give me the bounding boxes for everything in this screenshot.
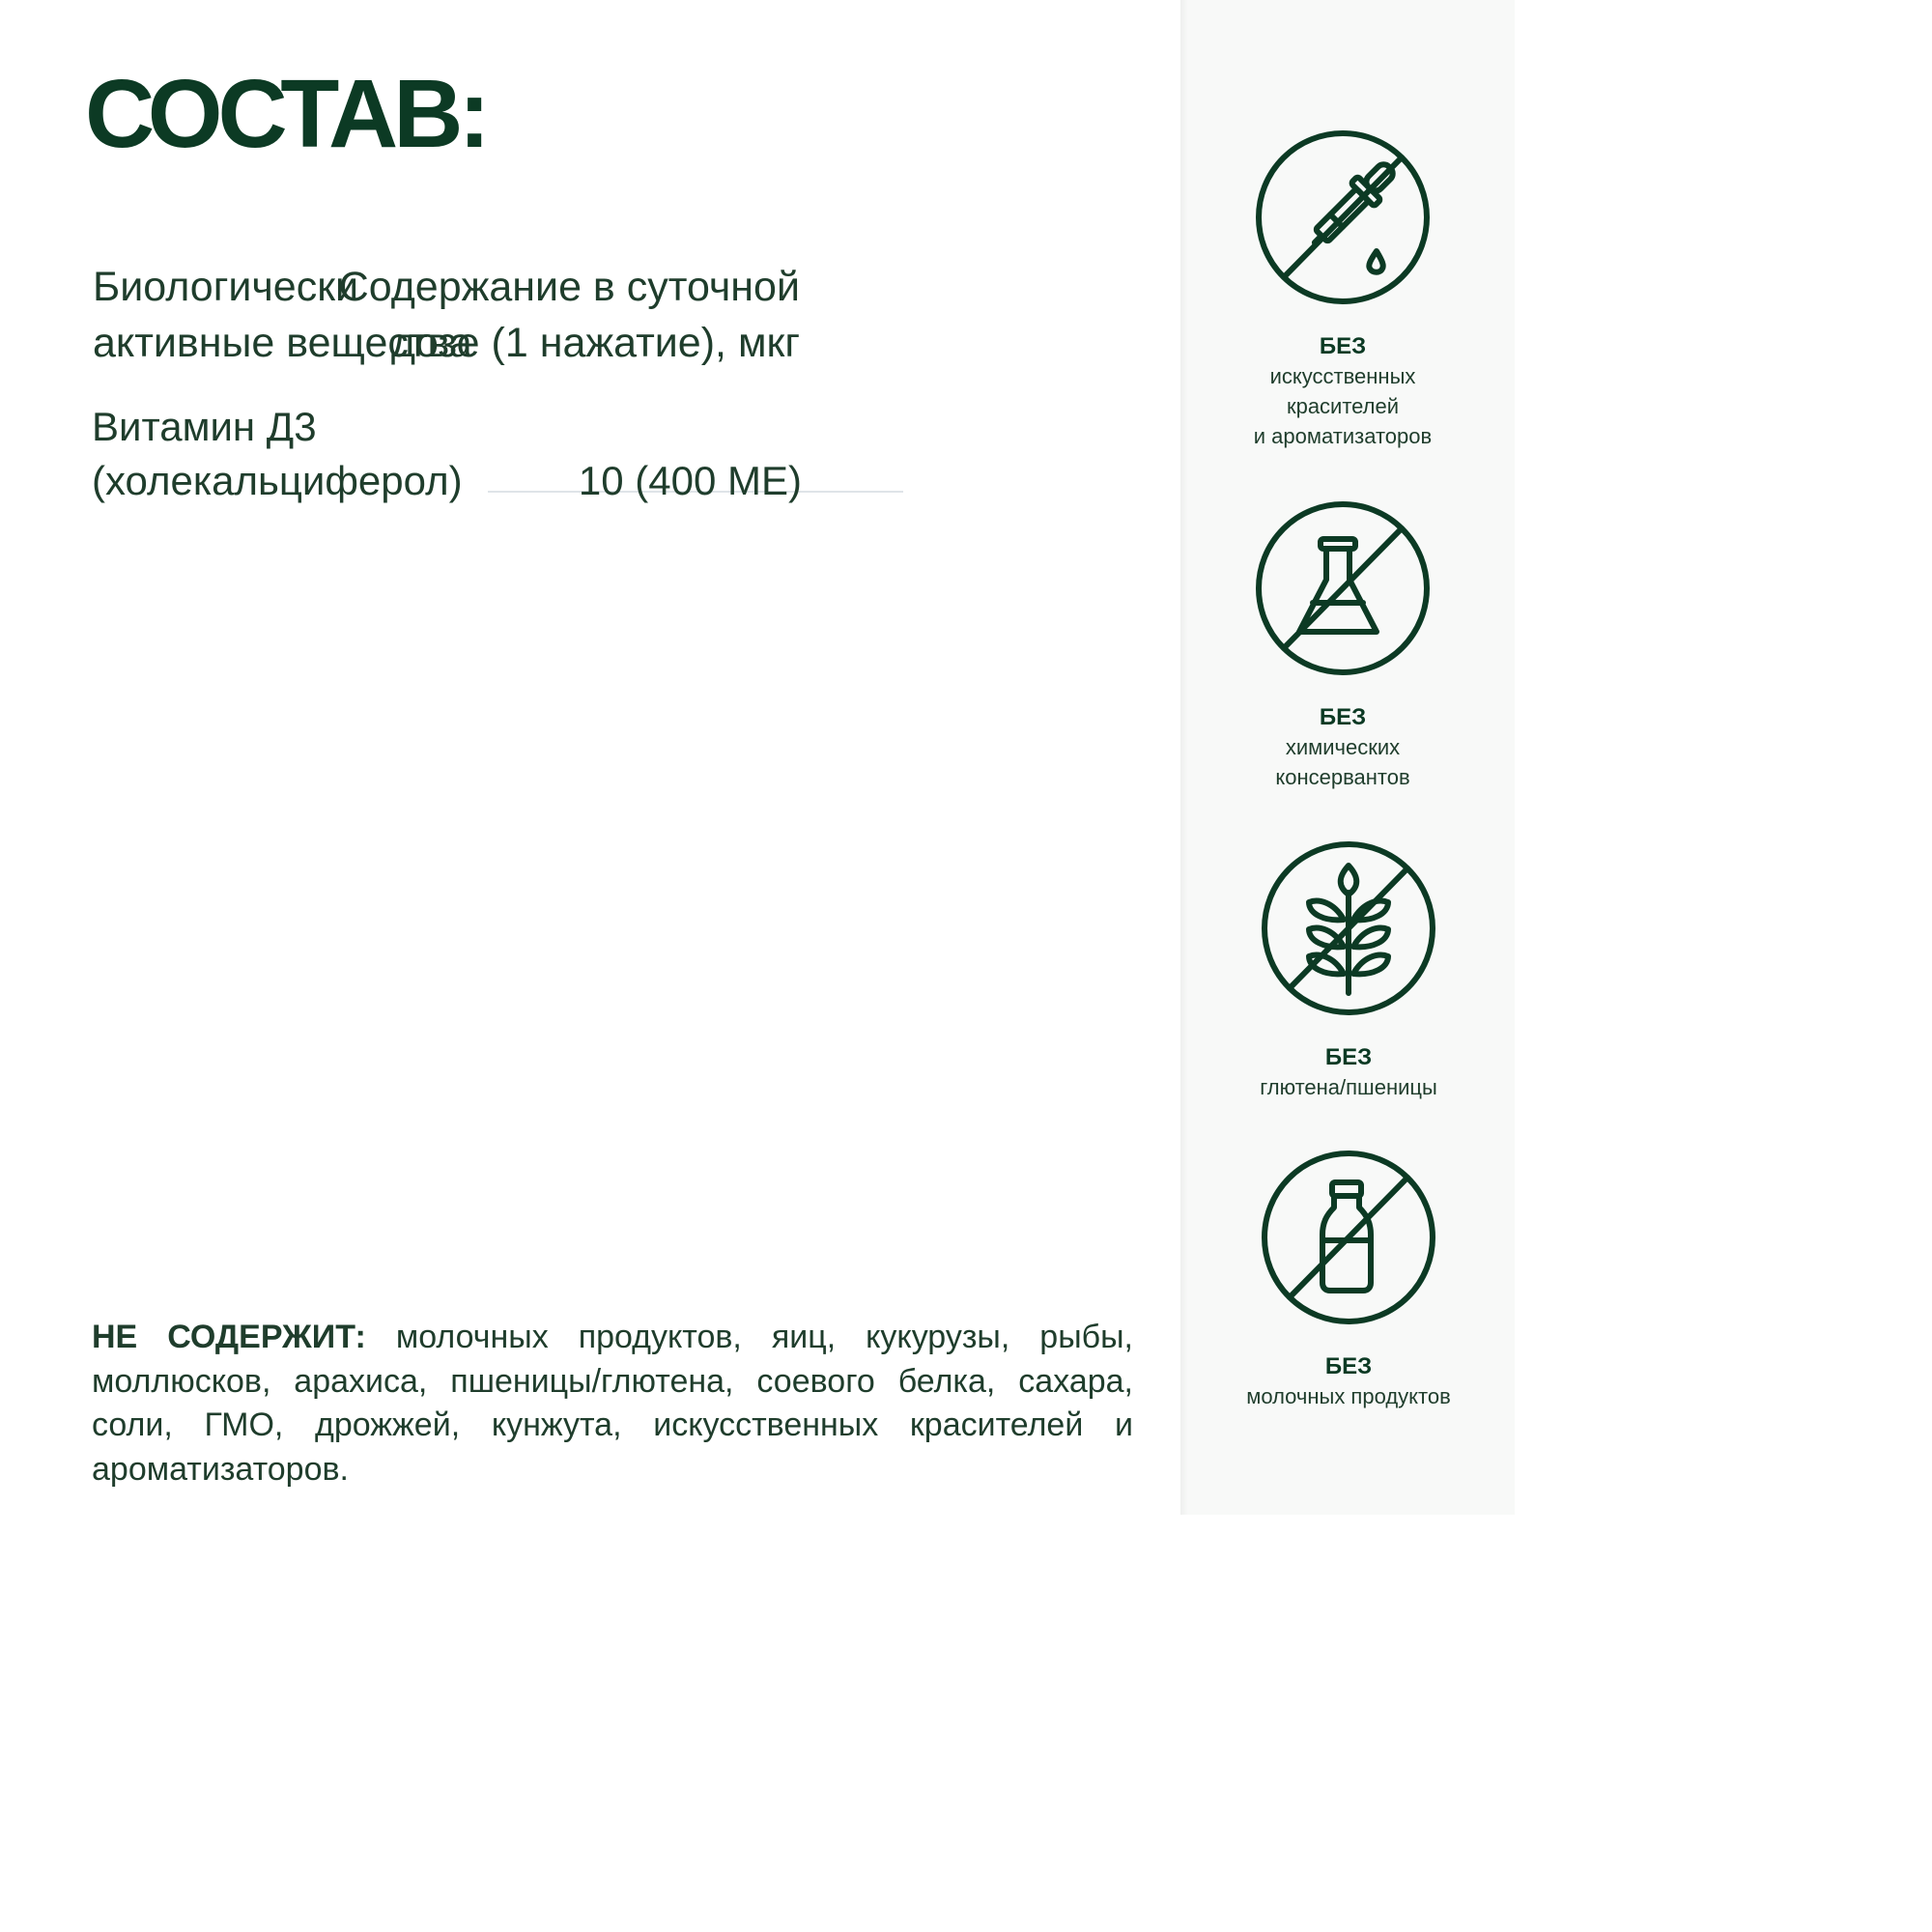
badge-title: БЕЗ [1319, 333, 1367, 359]
badge-text-line: глютена/пшеницы [1260, 1075, 1437, 1099]
badge-no-chemical-preservatives [1217, 498, 1468, 792]
free-from-text: молочных продуктов, яиц, кукурузы, рыбы, моллюсков, арахиса, пшеницы/глютена, соевого белка, сахара, соли, ГМО, дрожжей, кунжута, искусственных красителей и ароматизаторов. [92, 1319, 1133, 1488]
column-header-substances-line-1: Биологически [93, 264, 359, 310]
badge-no-gluten [1223, 838, 1474, 1102]
badge-title: БЕЗ [1319, 704, 1367, 730]
wheat-icon [1259, 838, 1438, 1018]
badge-text-line: искусственных [1269, 364, 1416, 388]
column-header-substances-line-2: активные вещества [93, 320, 472, 366]
badge-text-line: консервантов [1275, 765, 1410, 789]
badge-no-dairy [1223, 1148, 1474, 1411]
free-from-paragraph [92, 1316, 1133, 1492]
dropper-icon [1253, 128, 1433, 307]
ingredient-name-line-2: (холекальциферол) [92, 458, 463, 503]
badge-no-artificial-colors [1217, 128, 1468, 451]
badge-title: БЕЗ [1324, 1044, 1373, 1070]
ingredient-name [92, 400, 497, 508]
column-header-content-line-1: Содержание в суточной [338, 264, 800, 310]
badge-text-line: и ароматизаторов [1253, 424, 1433, 448]
badge-text-line: молочных продуктов [1246, 1384, 1451, 1408]
badge-text-line: красителей [1286, 394, 1400, 418]
sidebar-divider [1180, 0, 1188, 1515]
badge-text-line: химических [1285, 735, 1401, 759]
column-header-content [259, 259, 800, 371]
free-from-label: НЕ СОДЕРЖИТ: [92, 1319, 366, 1355]
ingredient-name-line-1: Витамин Д3 [92, 404, 317, 449]
ingredient-amount: 10 (400 МЕ) [578, 458, 802, 503]
badge-title: БЕЗ [1324, 1353, 1373, 1379]
milk-bottle-icon [1259, 1148, 1438, 1327]
main-panel [0, 0, 1180, 1515]
page-title: СОСТАВ: [85, 60, 486, 168]
flask-icon [1253, 498, 1433, 678]
column-header-content-line-2: дозе (1 нажатие), мкг [390, 320, 800, 366]
